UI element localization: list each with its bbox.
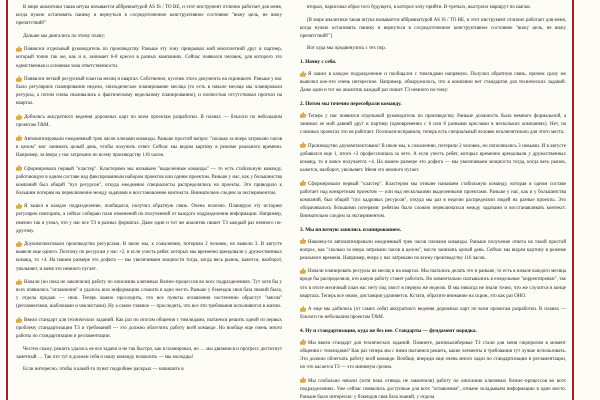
bullet-text: Производство доукомплектовано! В июле мы, к сожалению, потеряли 2 человек, но пополнились 3 новыми. И в августе добавился еще 1, итого +2 профессионала за лето. А если учесть ребят, которых временно арендовали у дружественных команд, то и вовсе получается +4. На нашем размере это дофига — мы увеличиваем мощности тогда, когда весь рынок, кажется, наоборот, увольняет. Меня это немного пугает. <box>300 143 566 173</box>
bullet-text: Появился четкий ресурсный план на месяц и квартал. Собственно, кусочек этого документа на скриншоте. Раньше у нас было регулярное планирование недели, эпизодическое планирование месяца (то есть в начале месяца мы планировали ресурсы, а потом снова сваливались к фактическому недельному планированию), и полностью отсутствовал прогноз на квартал. <box>16 77 282 107</box>
thumbs-up-icon <box>16 76 23 82</box>
bullet-paragraph <box>16 240 282 273</box>
bullet-paragraph <box>16 202 282 235</box>
bullet-paragraph <box>300 180 566 221</box>
bullet-text: Добились аккуратного ведения дорожных карт по всем проектам разработки. В планах — бэклоги по небольшим проектам T&M. <box>16 115 282 129</box>
bullet-paragraph <box>16 75 282 108</box>
bullet-paragraph <box>300 238 566 263</box>
bullet-paragraph <box>300 377 566 400</box>
thumbs-up-icon <box>300 339 307 345</box>
body-paragraph: [В мире аналитики такая штука называется аббревиатурой AS IS / TO BE, и этот инструмент отлично работает для меня, когда нужно остановить панику и вернуться в сосредоточенное конструктивное состояние "вижу цель, не вижу препятствий!"] <box>300 17 566 39</box>
thumbs-up-icon <box>300 238 307 244</box>
bullet-paragraph <box>300 70 566 95</box>
section-heading: 4. Ну и стандартизация, куда же без нее. Стандарты — фундамент порядка. <box>300 327 477 334</box>
bullet-text: Я зашел в каждое подразделение и пообщался с тимлидами напрямую. Получил обратную связь, причем сразу же выяснил кое-что очень интересное. Например, обнаружилось, что в компании нет стандартов для технических заданий. Даже один и тот же аналитик каждый раз пишет ТЗ немного по-тому: <box>300 72 566 94</box>
bullet-text: Начали планировать ресурсы на месяц и на квартал. Мы пытались делать это и раньше, то есть в начале каждого месяца вроде бы распределяли, кто какую работу станет работать. Но моментально скатывались в ежедельные "корректировки", так что в итоге месячный план нас нету под хвост в первую же неделю. И мы никогда не знали точно, что же случится в конце квартала. Теперь все иначе, дистанция удлиняется. Кстати, обратите внимание на скрин, это как раз ОНО. <box>300 269 566 299</box>
bullet-paragraph <box>16 45 282 70</box>
thumbs-up-icon <box>16 203 23 209</box>
bullet-text: Теперь у нас появился отдельный руководитель по производству. Раньше должность была немного формальной, а занимал ее мой давний друг и партнер (одновременно с 6 или 8 разными креслами в нескольких компаниях). Нет, на сложных проектах это не работает. Осознали-исправили, теперь есть специальный человек исключительно для этого места. <box>300 113 566 136</box>
bullet-paragraph <box>300 305 566 322</box>
bullet-text: Сформировали первый "кластер". Кластером мы отныне называем стабильную команду, которая в одном составе работает над конкретным проектом — или над несколькими выделенными проектами. Раньше у нас, как и у большинства компаний, был общий "пул кадровых ресурсов", откуда мы раз в неделю распределяли людей на разные проекты. Это оборачивалось большими потерями: ребятам было сложно переключаться между задачами и восстанавливать контекст. Внимательно следим за экспериментом. <box>300 181 566 219</box>
thumbs-up-icon <box>300 71 307 77</box>
body-paragraph: Если интересно, чтобы я какой-то пункт подробнее раскрыл — напишите в <box>23 367 184 373</box>
thumbs-up-icon <box>300 377 307 383</box>
thumbs-up-icon <box>300 180 307 186</box>
left-text-column <box>0 0 292 400</box>
right-red-rule <box>572 0 574 400</box>
bullet-text: А еще мы добились (от самих себя) аккуратного ведения дорожных карт по всем проектам разработки. В планах — бэклоги по небольшим проектам T&M. <box>300 307 566 321</box>
right-text-column <box>292 0 600 400</box>
body-paragraph: вторых, нарисовал образ того будущего, в которое хочу прийти. В-третьих, выстроил маршрут по шагам. <box>307 5 531 10</box>
bullet-text: Ввели стандарт для технических заданий. Как раз по итогам общения с тимлидами, пытаемся решить одной из первых проблему стандартизации ТЗ и требований — это должно облегчить работу всей команде. Но вообще еще очень много работы по стандартизации и регламентации. <box>16 318 282 340</box>
thumbs-up-icon <box>16 135 23 141</box>
bullet-paragraph <box>16 113 282 130</box>
thumbs-up-icon <box>300 306 307 312</box>
bullet-text: Начали (но пока не закончили) работу по описанию ключевых бизнес-процессов во всех подразделениях. Тут хотя бы у всех появились "оглавления" и удалось всю информацию сложить в одно место. Раньше у бэкендов своя база знаний была, у отдела продаж — своя. Теперь важно проследить, что все пункты оглавления постепенно обрастут "мясом" (регламентами, шаблонами и чеклистами). Ну а самое главное — проследить, что все эти требования исполняются в жизни. <box>16 280 282 310</box>
bullet-text: Мы глобально начали (хотя пока отнюдь не закончили) работу по описанию ключевых бизнес-процессов во всех подразделениях. Уже сейчас появились доступные для всех "оглавления", отныне складываем информацию в одно место. Раньше было интересно: у бэкендов своя база знаний, у отдела <box>300 378 566 400</box>
thumbs-up-icon <box>300 112 307 118</box>
bullet-paragraph <box>300 339 566 372</box>
section-heading: 2. Потом мы точечно пересобрали команду. <box>300 100 402 107</box>
bullet-text: Появился отдельный руководитель по производству. Раньше эту зону прикрывал мой многолетний друг и партнер, который точно так же, как и я, занимает 6-8 кресел в разных компаниях. Сейчас появился человек, для которого это единственная и основная зона ответственности. <box>16 47 282 69</box>
bullet-paragraph <box>300 142 566 175</box>
bullet-text: Доукомплектовали производство ресурсами. В июле мы, к сожалению, потеряли 2 человек, но вывели 3. В августе вывели еще одного. Поэтому по ресурсам у нас +2, и если учесть ребят, которых мы временно арендовали у дружественных команд, то +4. На нашем размере это дофига — мы увеличиваем мощности тогда, когда весь рынок, кажется, наоборот, увольняет, и меня это немного пугает. <box>16 242 282 272</box>
body-paragraph: Вот куда мы продвинулись с тех пор. <box>307 46 387 52</box>
thumbs-up-icon <box>300 268 307 274</box>
bullet-paragraph <box>300 112 566 137</box>
section-heading: 1. Начну с себя. <box>300 58 337 65</box>
bullet-text: Автоматизировали ежедневный трек часов членами команды. Раньше простой вопрос "сколько за вчера затрекано часов в целом" мог занимать целый день, чтобы получить ответ. Сейчас мы видим картину в режиме реального времени. Например, за вчера у нас затрекано по всему производству 116 часов. <box>16 136 282 158</box>
body-paragraph: В мире аналитики такая штука называется аббревиатурой AS IS / TO BE, и этот инструмент отлично работает для меня, когда нужно остановить панику и вернуться в сосредоточенное конструктивное состояние "вижу цель, не вижу препятствий!" <box>16 5 282 27</box>
bullet-text: Мы ввели стандарт для технических заданий. Помните, разнокалиберные ТЗ стали для меня сюрпризом в момент общения с тимлидами? Как раз теперь мы с ними пытаемся решить, какие элементы и требования тут лучше использовать. Это должно облегчать работу всей команде. Вообще, впереди еще очень много задач по стандартизации и регламентации, но что касается ТЗ — это минимум срочно. <box>300 340 566 371</box>
thumbs-up-icon <box>16 317 23 323</box>
bullet-text: Я зашел в каждое подразделение, пообщался, получил обратную связь. Очень полезно. Планирую эту историю регулярно повторять, а сейчас собираю план изменений по полученной от каждого подразделения информации. Например, именно так я узнал, что у нас все ТЗ в разных форматах. Даже один и тот же аналитик пишет ТЗ каждый раз немного по-другому. <box>16 204 282 234</box>
bullet-paragraph <box>16 316 282 341</box>
body-paragraph: Дальше мы двигались по этому плану: <box>23 33 106 39</box>
thumbs-up-icon <box>16 114 23 120</box>
bullet-text: Сформировали первый "кластер". Кластерами мы называем "выделенные команды" — то есть стабильную команду, работающую в одном составе над фиксированным набором проектов или одним проектом. Раньше у нас, как у большинства компаний был общий "пул ресурсов", откуда ежедневно специалисты распределялись на проекты. Это приводило к большим потерям на переключение между задачами и восстановление контекста. Внимательно следим за экспериментом. <box>16 166 282 196</box>
thumbs-up-icon <box>16 165 23 171</box>
left-red-rule <box>6 0 8 400</box>
thumbs-up-icon <box>16 241 23 247</box>
section-heading: 3. Мы вплотную занялись планированием. <box>300 226 402 233</box>
bullet-paragraph <box>300 267 566 300</box>
bullet-paragraph <box>16 135 282 160</box>
thumbs-up-icon <box>300 142 307 148</box>
bullet-paragraph <box>16 278 282 311</box>
bullet-paragraph <box>16 165 282 198</box>
thumbs-up-icon <box>16 279 23 285</box>
bullet-text: Наконец-то автоматизировали ежедневный трек часов членами команды. Раньше получение ответа на такой простой вопрос, как "сколько за вчера затрекано часов в целом", могло занимать целый день. Сейчас мы видим картину в режиме реального времени. Например, вчера у нас затрекано по всему производству 116 часов. <box>300 239 566 261</box>
body-paragraph: Честно скажу, решить удалось не все задачи и не так быстро, как я планировал, но … мы движемся и прогресс достигнут заметный … Так что тут я должен себя и нашу команду похвалить — мы молодцы! <box>16 346 283 360</box>
thumbs-up-icon <box>16 46 23 52</box>
